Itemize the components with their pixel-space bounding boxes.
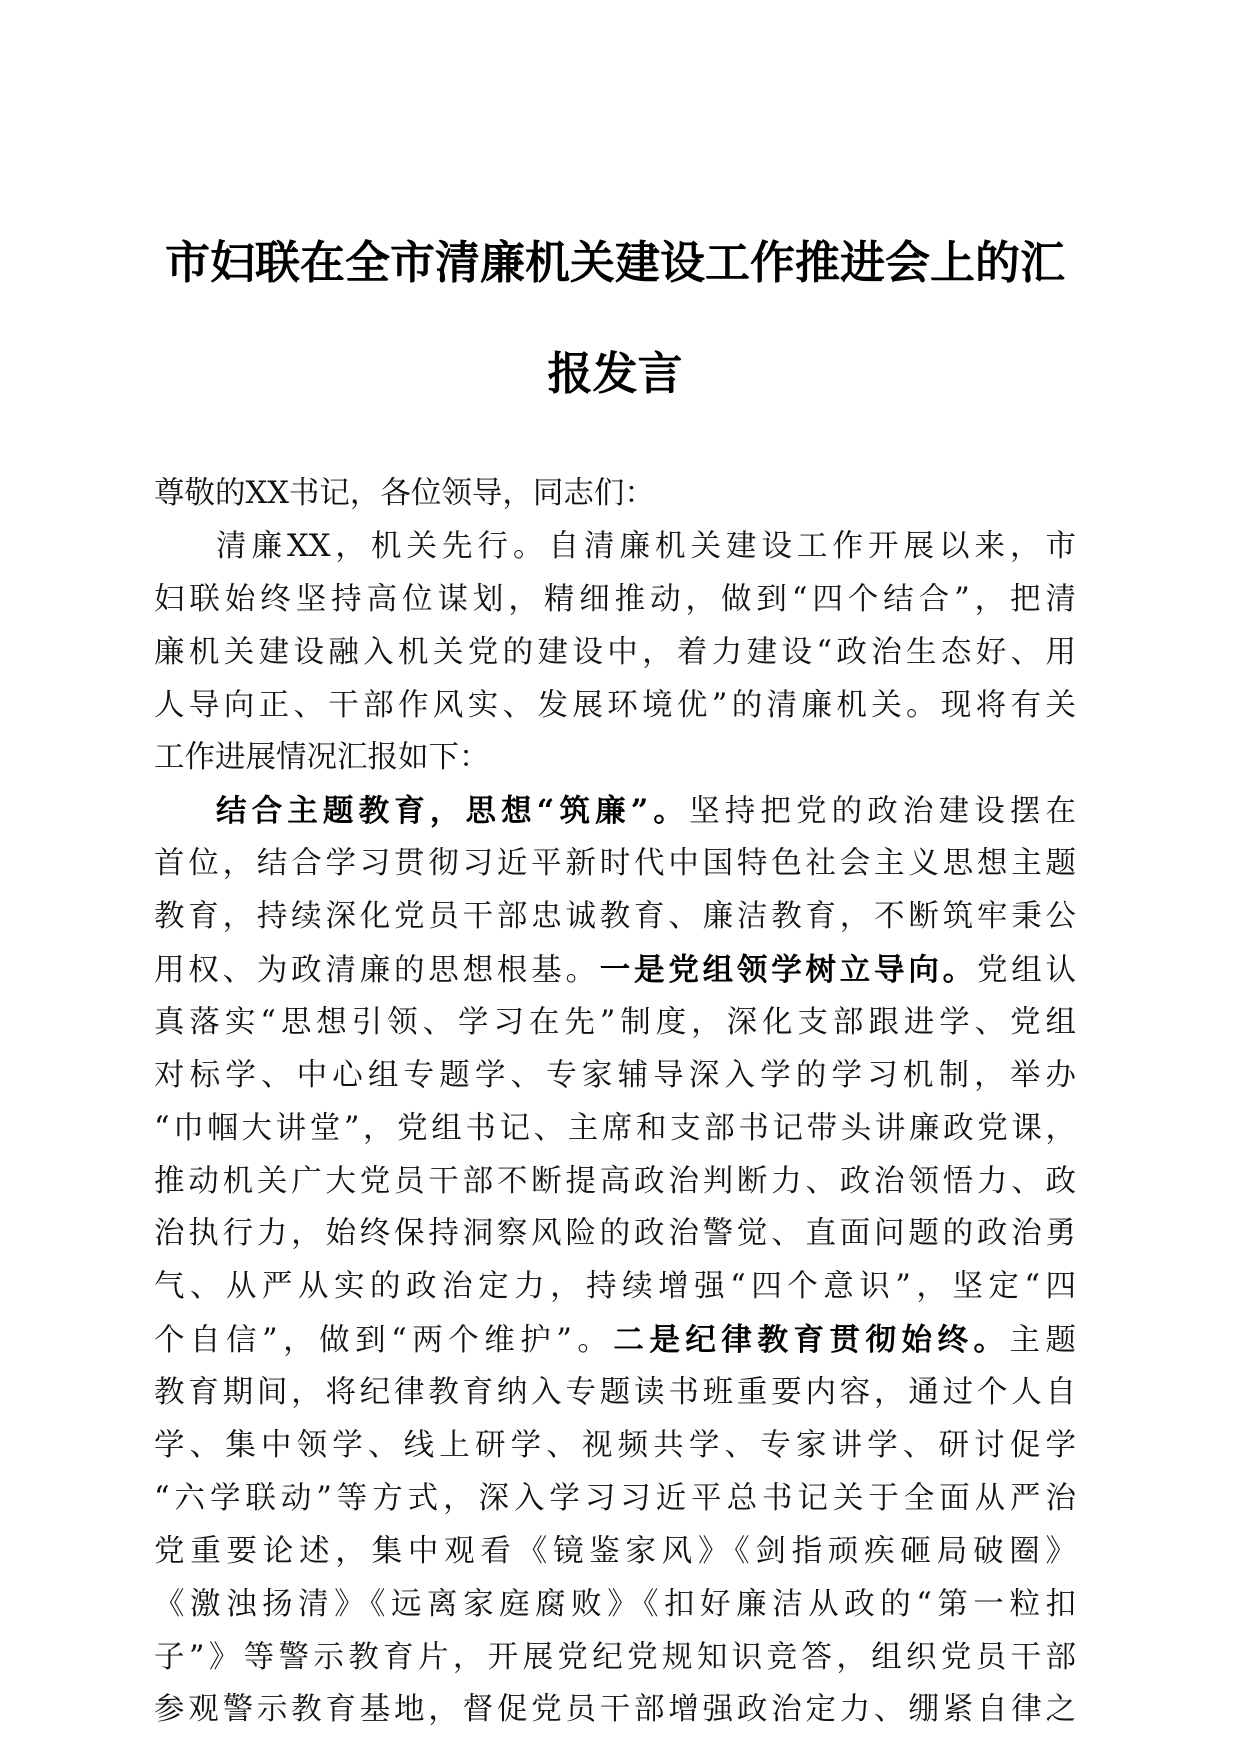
paragraph-line: 人导向正、干部作风实、发展环境优”的清廉机关。现将有关 [154, 687, 1076, 723]
paragraph-line: 廉机关建设融入机关党的建设中，着力建设“政治生态好、用 [154, 634, 1076, 670]
paragraph-line [154, 1314, 1076, 1367]
paragraph-line: 对标学、中心组专题学、专家辅导深入学的学习机制，举办 [154, 1057, 1076, 1093]
paragraph-line: “六学联动”等方式，深入学习习近平总书记关于全面从严治 [154, 1480, 1076, 1516]
paragraph-line: 《激浊扬清》《远离家庭腐败》《扣好廉洁从政的“第一粒扣 [154, 1586, 1076, 1622]
paragraph-line: 参观警示教育基地，督促党员干部增强政治定力、绷紧自律之 [154, 1692, 1076, 1728]
paragraph-line: 教育期间，将纪律教育纳入专题读书班重要内容，通过个人自 [154, 1375, 1076, 1411]
paragraph-line: 党重要论述，集中观看《镜鉴家风》《剑指顽疾砸局破圈》 [154, 1533, 1076, 1569]
paragraph-line: “巾帼大讲堂”，党组书记、主席和支部书记带头讲廉政党课， [154, 1110, 1076, 1146]
paragraph-line: 妇联始终坚持高位谋划，精细推动，做到“四个结合”，把清 [154, 581, 1076, 617]
paragraph-line: 真落实“思想引领、学习在先”制度，深化支部跟进学、党组 [154, 1004, 1076, 1040]
paragraph-line: 推动机关广大党员干部不断提高政治判断力、政治领悟力、政 [154, 1163, 1076, 1199]
paragraph-line: 学、集中领学、线上研学、视频共学、专家讲学、研讨促学 [154, 1428, 1076, 1464]
paragraph-text: 个自信”，做到“两个维护”。 [154, 1323, 614, 1359]
section-heading: 结合主题教育，思想“筑廉”。 [216, 793, 690, 830]
paragraph-text: 用权、为政清廉的思想根基。 [154, 953, 600, 989]
paragraph-line: 首位，结合学习贯彻习近平新时代中国特色社会主义思想主题 [154, 846, 1076, 882]
paragraph-line: 子”》等警示教育片，开展党纪党规知识竞答，组织党员干部 [154, 1639, 1076, 1675]
paragraph-text: 党组认 [976, 953, 1077, 989]
paragraph-text: 主题 [1009, 1323, 1077, 1359]
paragraph-text: 坚持把党的政治建设摆在 [689, 794, 1076, 830]
paragraph-line: 治执行力，始终保持洞察风险的政治警觉、直面问题的政治勇 [154, 1216, 1076, 1252]
document-body [154, 468, 1076, 1737]
paragraph-line: 气、从严从实的政治定力，持续增强“四个意识”，坚定“四 [154, 1269, 1076, 1305]
paragraph-line: 工作进展情况汇报如下： [154, 740, 490, 776]
section-heading-line [154, 785, 1076, 838]
salutation: 尊敬的XX书记，各位领导，同志们： [154, 476, 655, 511]
paragraph-line [154, 944, 1076, 997]
paragraph-line: 教育，持续深化党员干部忠诚教育、廉洁教育，不断筑牢秉公 [154, 899, 1076, 935]
document-title-line-1: 市妇联在全市清廉机关建设工作推进会上的汇 [164, 236, 1065, 289]
point-heading: 二是纪律教育贯彻始终。 [613, 1322, 1010, 1359]
paragraph-line: 清廉XX，机关先行。自清廉机关建设工作开展以来，市 [216, 528, 1076, 564]
document-title-line-2: 报发言 [547, 347, 683, 400]
point-heading: 一是党组领学树立导向。 [599, 952, 977, 989]
